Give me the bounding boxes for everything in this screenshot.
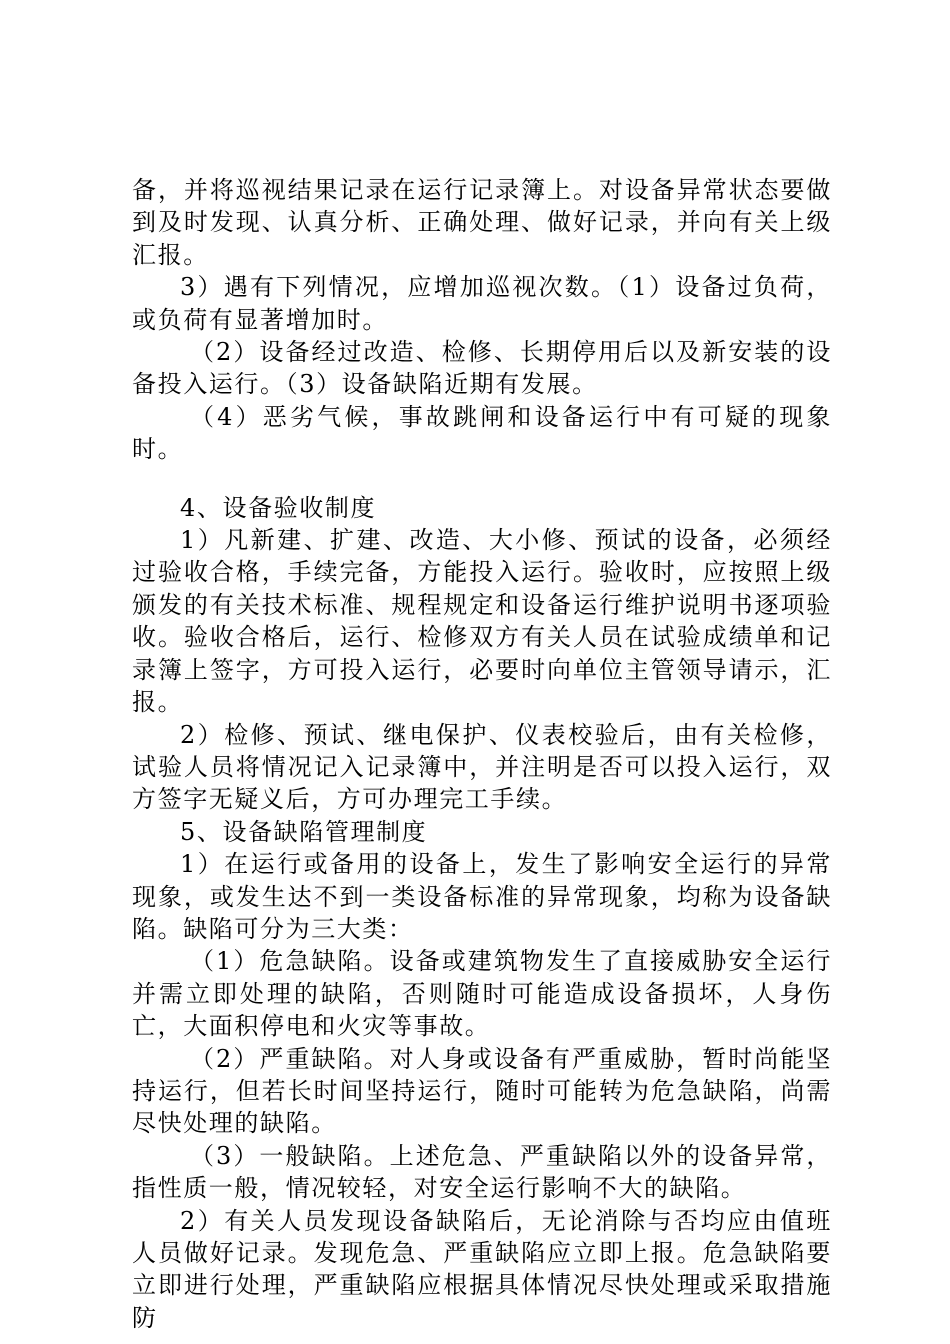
section-heading-defect-management: 5、设备缺陷管理制度 <box>180 817 428 846</box>
section-gap <box>132 466 832 492</box>
paragraph-inspection-record: 备，并将巡视结果记录在运行记录簿上。对设备异常状态要做到及时发现、认真分析、正确处理、做好记录，并向有关上级汇报。 <box>132 176 832 269</box>
paragraph-defect-reporting: 2）有关人员发现设备缺陷后，无论消除与否均应由值班人员做好记录。发现危急、严重缺陷应立即上报。危急缺陷要立即进行处理，严重缺陷应根据具体情况尽快处理或采取措施防 <box>132 1206 832 1332</box>
paragraph-increase-inspection: 3）遇有下列情况，应增加巡视次数。（1）设备过负荷，或负荷有显著增加时。 <box>132 273 832 334</box>
document-page <box>132 174 832 1334</box>
paragraph-general-defect: （3）一般缺陷。上述危急、严重缺陷以外的设备异常，指性质一般，情况较轻，对安全运行影响不大的缺陷。 <box>132 1141 832 1203</box>
paragraph-acceptance-rule: 1）凡新建、扩建、改造、大小修、预试的设备，必须经过验收合格，手续完备，方能投入运行。验收时，应按照上级颁发的有关技术标准、规程规定和设备运行维护说明书逐项验收。验收合格后，运行、检修双方有关人员在试验成绩单和记录簿上签字，方可投入运行，必要时向单位主管领导请示，汇报。 <box>132 526 832 717</box>
paragraph-after-overhaul: （2）设备经过改造、检修、长期停用后以及新安装的设备投入运行。（3）设备缺陷近期有发展。 <box>132 338 832 399</box>
paragraph-bad-weather: （4）恶劣气候，事故跳闸和设备运行中有可疑的现象时。 <box>132 402 832 464</box>
paragraph-critical-defect: （1）危急缺陷。设备或建筑物发生了直接威胁安全运行并需立即处理的缺陷，否则随时可能造成设备损坏，人身伤亡，大面积停电和火灾等事故。 <box>132 947 832 1041</box>
section-heading-acceptance: 4、设备验收制度 <box>180 493 377 522</box>
paragraph-serious-defect: （2）严重缺陷。对人身或设备有严重威胁，暂时尚能坚持运行，但若长时间坚持运行，随时可能转为危急缺陷，尚需尽快处理的缺陷。 <box>132 1044 832 1138</box>
paragraph-defect-definition: 1）在运行或备用的设备上，发生了影响安全运行的异常现象，或发生达不到一类设备标准的异常现象，均称为设备缺陷。缺陷可分为三大类： <box>132 850 832 943</box>
paragraph-after-maintenance: 2）检修、预试、继电保护、仪表校验后，由有关检修，试验人员将情况记入记录簿中，并注明是否可以投入运行，双方签字无疑义后，方可办理完工手续。 <box>132 720 832 814</box>
